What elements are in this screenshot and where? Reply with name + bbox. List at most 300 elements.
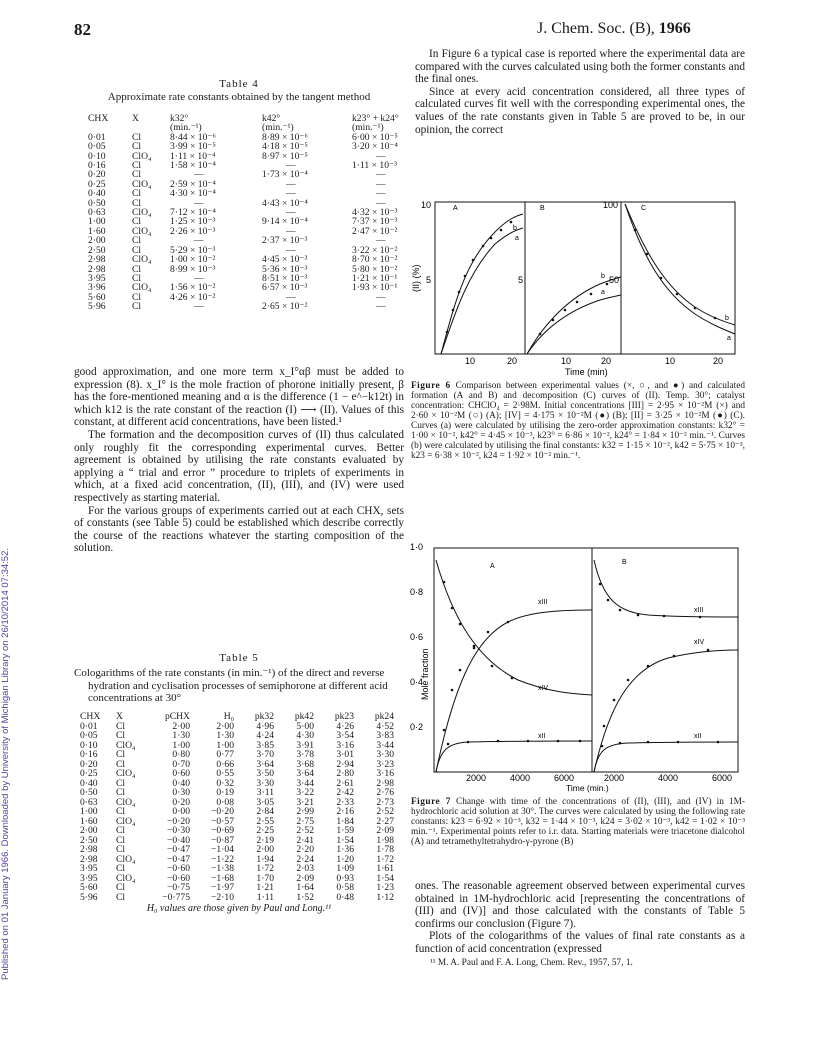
table5-header-1: X: [116, 711, 123, 722]
table5-cell: 1·84: [336, 815, 354, 827]
fig6-c-curve-b: [625, 204, 735, 325]
table5-cell: 1·12: [376, 891, 394, 903]
table4-cell: Cl: [132, 188, 142, 200]
table4-unit-3: (min.⁻¹): [262, 122, 294, 134]
table4-cell: —: [286, 178, 296, 190]
table4-row: [88, 302, 432, 311]
table4-cell: 1·73 × 10⁻⁴: [262, 169, 308, 181]
table5-header-2: pCHX: [164, 711, 190, 722]
fig7-xtick-b-2: 6000: [712, 773, 733, 783]
table4-cell: 1·11 × 10⁻⁴: [170, 150, 216, 162]
table5-cell: ClO₄: [116, 739, 136, 751]
table5-cell: 1·59: [336, 825, 354, 836]
table5-cell: 3·54: [336, 730, 354, 741]
table5-cell: 2·52: [296, 825, 314, 836]
table5-cell: 2·00: [216, 720, 234, 732]
table4-cell: 8·97 × 10⁻⁵: [262, 150, 308, 162]
table4-unit-4: (min.⁻¹): [352, 122, 384, 134]
table5-cell: 2·75: [296, 815, 314, 827]
table5-cell: Cl: [116, 834, 126, 846]
right-paragraph-4: Plots of the cologarithms of the values of final rate constants as a function of acid concentration (expressed: [415, 930, 745, 955]
table4-cell: Cl: [132, 244, 142, 256]
fig7-xlabel: Time (min.): [566, 783, 609, 793]
table5-header-6: pk23: [334, 711, 354, 722]
fig7-panel-a-frame: [434, 548, 592, 772]
table5-cell: −1·38: [211, 863, 234, 874]
fig7-panel-label-b: B: [622, 559, 627, 566]
table4-cell: Cl: [132, 141, 142, 153]
fig6-panel-b-frame: [525, 202, 621, 354]
table4-cell: 0·16: [88, 160, 106, 172]
table5-cell: −0·47: [167, 853, 190, 865]
table5-header-7: pk24: [374, 711, 394, 722]
table4-cell: 1·56 × 10⁻²: [170, 282, 216, 294]
table5-cell: 0·20: [172, 796, 190, 808]
fig7-xtick-b-0: 2000: [604, 773, 625, 783]
table5-cell: 0·30: [172, 787, 190, 798]
fig7-b-label-xiii: xIII: [694, 607, 704, 614]
table4-grid: [88, 114, 432, 312]
table4-cell: 5·60: [88, 291, 106, 303]
table5-cell: 2·76: [376, 787, 394, 798]
table4-cell: Cl: [132, 291, 142, 303]
table5-cell: 3·30: [376, 749, 394, 760]
table5-cell: 0·19: [216, 787, 234, 798]
table5-cell: 2·09: [376, 825, 394, 836]
table5-cell: 3·68: [296, 758, 314, 770]
table4-cell: —: [286, 188, 296, 200]
table4-cell: 0·20: [88, 169, 106, 181]
table5-cell: Cl: [116, 825, 126, 836]
table5-cell: 0·77: [216, 749, 234, 760]
fig7-a-curve-xii: [436, 741, 592, 772]
table5-cell: −0·47: [167, 844, 190, 855]
table5-cell: 5·00: [296, 720, 314, 732]
table5-cell: 3·01: [336, 749, 354, 760]
table5-cell: 2·98: [80, 844, 98, 855]
table5-cell: 2·98: [376, 777, 394, 789]
table5-cell: 4·26: [336, 720, 354, 732]
table4-cell: 4·30 × 10⁻⁴: [170, 188, 216, 200]
table4-unit-2: (min.⁻¹): [170, 122, 202, 134]
fig7-b-curve-xiii: [594, 560, 738, 617]
table5-header-3: H₀: [223, 711, 234, 722]
table4-cell: 1·58 × 10⁻⁴: [170, 160, 216, 172]
fig6-b-label-b: b: [601, 273, 605, 280]
fig6-xtick-a-0: 10: [465, 356, 476, 366]
table4-cell: 4·26 × 10⁻²: [170, 291, 216, 303]
fig6-a-curve-b: [441, 214, 523, 354]
table5-cell: Cl: [116, 806, 126, 817]
table5-cell: Cl: [116, 720, 126, 732]
table5-cell: −1·68: [211, 872, 234, 884]
table5-cell: Cl: [116, 787, 126, 798]
table5-cell: −0·20: [211, 806, 234, 817]
table5-cell: −0·20: [167, 815, 190, 827]
figure6-caption: [411, 381, 745, 461]
table4-cell: 2·98: [88, 263, 106, 275]
table4-cell: 0·01: [88, 131, 106, 143]
table5-cell: 2·03: [296, 863, 314, 874]
table4-cell: 0·50: [88, 197, 106, 209]
table5-cell: ClO₄: [116, 796, 136, 808]
table4-cell: —: [376, 235, 386, 247]
download-notice[interactable]: Published on 01 January 1966. Downloaded by University of Michigan Library on 26/10/2014 07:34:52.: [0, 547, 11, 980]
table4-cell: 2·59 × 10⁻⁴: [170, 178, 216, 190]
table5-cell: Cl: [116, 777, 126, 789]
table4-cell: 1·21 × 10⁻¹: [352, 272, 398, 284]
table4-cell: —: [376, 150, 386, 162]
table5-cell: Cl: [116, 749, 126, 760]
fig6-c-curve-a: [625, 204, 735, 334]
table4-cell: —: [194, 272, 204, 284]
table5-cell: Cl: [116, 758, 126, 770]
journal-name: J. Chem. Soc. (B),: [537, 20, 655, 37]
fig7-b-curve-xii: [594, 742, 738, 772]
table4-cell: 5·96: [88, 301, 106, 313]
table5-cell: 1·72: [256, 863, 274, 874]
table5-cell: 4·52: [376, 720, 394, 732]
table5-cell: −0·40: [167, 834, 190, 846]
table5-cell: 3·78: [296, 749, 314, 760]
table5-cell: 0·80: [172, 749, 190, 760]
table5-cell: 3·85: [256, 739, 274, 751]
table4-label: Table 4: [219, 78, 259, 90]
fig7-xtick-a-2: 6000: [554, 773, 575, 783]
table4-cell: 0·10: [88, 150, 106, 162]
fig7-xtick-a-1: 4000: [510, 773, 531, 783]
table4-cell: Cl: [132, 301, 142, 313]
fig7-ytick-2: 0·6: [410, 632, 424, 642]
table5-cell: 3·44: [376, 739, 394, 751]
table4-cell: Cl: [132, 160, 142, 172]
fig7-a-label-xii: xII: [538, 733, 546, 740]
table5-cell: −0·69: [211, 825, 234, 836]
table4-cell: —: [286, 225, 296, 237]
fig7-a-curve-xiv: [436, 560, 592, 695]
table4-cell: 3·99 × 10⁻⁵: [170, 141, 216, 153]
table5-cell: Cl: [116, 882, 126, 893]
right-paragraph-1: In Figure 6 a typical case is reported where the experimental data are compared with the curves calculated using both the former constants and the final ones.: [415, 48, 745, 86]
table4-cell: 2·98: [88, 254, 106, 266]
page-footnote: ¹¹ M. A. Paul and F. A. Long, Chem. Rev., 1957, 57, 1.: [430, 958, 633, 968]
table4-cell: 2·37 × 10⁻³: [262, 235, 308, 247]
table4: [88, 114, 432, 312]
table5-cell: 3·16: [376, 768, 394, 779]
table5-cell: 1·72: [376, 853, 394, 865]
fig6-xtick-c-0: 10: [665, 356, 676, 366]
table5-cell: 0·25: [80, 768, 98, 779]
table5-cell: Cl: [116, 730, 126, 741]
table5-cell: −0·57: [211, 815, 234, 827]
table5-cell: Cl: [116, 844, 126, 855]
table5-cell: 4·96: [256, 720, 274, 732]
table5-row: [80, 893, 394, 903]
fig7-b-label-xii: xII: [694, 733, 702, 740]
table4-cell: 4·32 × 10⁻³: [352, 207, 398, 219]
table5-cell: 5·60: [80, 882, 98, 893]
right-paragraph-2: Since at every acid concentration considered, all three types of calculated curves fit well with the corresponding experimental ones, the values of the rate constants given in Table 5 are proved to be, in our opinion, the correct: [415, 85, 745, 136]
table4-header-2: k32°: [170, 113, 189, 124]
table4-cell: —: [376, 197, 386, 209]
journal-year: 1966: [658, 20, 691, 37]
table5-cell: ClO₄: [116, 768, 136, 779]
table5-cell: 2·00: [256, 844, 274, 855]
table5-cell: 0·48: [336, 891, 354, 903]
table4-cell: 7·12 × 10⁻⁴: [170, 207, 216, 219]
table5-cell: 0·40: [80, 777, 98, 789]
table4-cell: 1·00: [88, 216, 106, 228]
fig7-xtick-a-0: 2000: [466, 773, 487, 783]
fig7-ytick-0: 1·0: [410, 542, 424, 552]
table4-cell: 1·25 × 10⁻³: [170, 216, 216, 228]
table4-cell: 2·00: [88, 235, 106, 247]
table5-cell: 1·00: [80, 806, 98, 817]
table5-caption: [74, 652, 404, 665]
fig7-a-curve-xiii: [436, 610, 592, 772]
fig6-caption-text: Comparison between experimental values (×, ○, and ●) and calculated formation (A and B) and decomposition (C) curves of (II). Temp. 30°; catalyst concentration: CHClO₄ = 2·98M. Initial concentrations [III] = 2·95 × 10⁻²M (×) and 2·60 × 10⁻²M (○) (A); [IV] = 4·175 × 10⁻²M (●) (B); [II] = 3·25 × 10⁻²M (●) (C). Curves (a) were calculated by utilising the zero-order approximation constants: k32° = 1·00 × 10⁻², k42° = 4·45 × 10⁻³, k23° = 6·86 × 10⁻², k24° = 1·84 × 10⁻² min.⁻¹. Curves (b) were calculated by utilising the final constants: k32 = 1·15 × 10⁻², k42 = 5·75 × 10⁻³, k23 = 6·38 × 10⁻², k24 = 1·92 × 10⁻² min.⁻¹.: [411, 381, 745, 461]
table5-cell: −0·30: [167, 825, 190, 836]
table5: [80, 712, 394, 902]
table5-cell: 2·52: [376, 806, 394, 817]
table5-cell: 1·09: [336, 863, 354, 874]
table4-cell: —: [286, 207, 296, 219]
table5-cell: ClO₄: [116, 872, 136, 884]
table5-cell: 2·16: [336, 806, 354, 817]
table4-cell: 2·26 × 10⁻³: [170, 225, 216, 237]
table5-cell: 4·24: [256, 730, 274, 741]
left-body: [74, 366, 404, 555]
table5-cell: ClO₄: [116, 853, 136, 865]
table5-cell: 2·20: [296, 844, 314, 855]
table5-cell: 2·33: [336, 796, 354, 808]
figure6: [395, 192, 750, 378]
table5-cell: 0·05: [80, 730, 98, 741]
table4-cell: 5·36 × 10⁻³: [262, 263, 308, 275]
fig6-panel-label-b: B: [540, 205, 545, 212]
fig7-points: [443, 581, 720, 748]
table4-cell: 8·89 × 10⁻⁶: [262, 131, 308, 143]
table5-cell: 0·00: [172, 806, 190, 817]
table5-cell: −1·22: [211, 853, 234, 865]
table5-cell: 1·30: [216, 730, 234, 741]
fig6-b-label-a: a: [601, 289, 605, 296]
table5-cell: 1·30: [172, 730, 190, 741]
table5-header-0: CHX: [80, 711, 101, 722]
table4-cell: ClO₄: [132, 282, 152, 294]
right-paragraph-3: ones. The reasonable agreement observed between experimental curves obtained in 1M-hydrochloric acid [representing the concentrations of (III) and (IV)] and those calculated with the constants of Table 5 confirms our conclusion (Figure 7).: [415, 880, 745, 930]
table5-cell: 3·23: [376, 758, 394, 770]
table5-cell: −0·60: [167, 872, 190, 884]
table5-cell: 3·91: [296, 739, 314, 751]
table4-cell: 0·63: [88, 207, 106, 219]
table4-cell: 3·96: [88, 282, 106, 294]
fig6-ytick-left-1: 5: [426, 275, 432, 285]
table4-cell: 1·60: [88, 225, 106, 237]
table4-cell: 4·18 × 10⁻⁵: [262, 141, 308, 153]
table4-cell: 6·00 × 10⁻⁵: [352, 131, 398, 143]
left-paragraph-3: For the various groups of experiments carried out at each CHX, sets of constants (see Table 5) could be established which describe correctly the course of the reactions whatever the starting composition of the solution.: [74, 504, 404, 555]
fig6-ytick-mid-0: 5: [518, 275, 524, 285]
table5-cell: 1·70: [256, 872, 274, 884]
fig7-xtick-b-1: 4000: [658, 773, 679, 783]
table5-cell: 2·99: [296, 806, 314, 817]
table4-cell: 0·05: [88, 141, 106, 153]
table5-cell: 1·36: [336, 844, 354, 855]
table5-cell: 2·61: [336, 777, 354, 789]
fig6-b-curve-b: [527, 277, 621, 354]
table4-cell: ClO₄: [132, 207, 152, 219]
table5-cell: ClO₄: [116, 815, 136, 827]
table5-grid: [80, 712, 394, 902]
table4-cell: —: [376, 291, 386, 303]
table4-cell: 2·50: [88, 244, 106, 256]
table5-cell: 2·42: [336, 787, 354, 798]
fig6-xtick-c-1: 20: [713, 356, 724, 366]
table5-cell: 3·11: [256, 787, 274, 798]
table5-cell: 2·24: [296, 853, 314, 865]
fig7-ylabel: Mole fraction: [420, 648, 430, 700]
table4-cell: 3·95: [88, 272, 106, 284]
table4-header-1: X: [132, 113, 139, 124]
table5-cell: 1·00: [172, 739, 190, 751]
table4-cell: 1·93 × 10⁻¹: [352, 282, 398, 294]
table4-cell: —: [286, 244, 296, 256]
table5-cell: 0·50: [80, 787, 98, 798]
table5-cell: 1·64: [296, 882, 314, 893]
table5-cell: 1·54: [336, 834, 354, 846]
table5-cell: 0·60: [172, 768, 190, 779]
table4-cell: —: [194, 169, 204, 181]
fig6-caption-label: Figure 6: [411, 381, 451, 391]
table5-cell: 5·96: [80, 891, 98, 903]
table4-cell: —: [376, 301, 386, 313]
table5-cell: 2·00: [80, 825, 98, 836]
fig6-a-label-a: a: [515, 235, 519, 242]
table5-cell: 0·63: [80, 796, 98, 808]
table5-cell: 3·21: [296, 796, 314, 808]
table5-cell: −1·04: [211, 844, 234, 855]
table5-cell: 0·32: [216, 777, 234, 789]
table4-cell: —: [286, 160, 296, 172]
fig6-xtick-b-1: 20: [601, 356, 612, 366]
table5-cell: 2·25: [256, 825, 274, 836]
table5-cell: 1·98: [376, 834, 394, 846]
table5-cell: 1·23: [376, 882, 394, 893]
fig6-panel-label-c: C: [641, 205, 647, 212]
fig7-b-curve-xiv: [594, 650, 738, 772]
fig7-panel-label-a: A: [490, 563, 495, 570]
table5-cell: 0·01: [80, 720, 98, 732]
table4-cell: 6·57 × 10⁻³: [262, 282, 308, 294]
table4-header-4: k23° + k24°: [352, 113, 399, 124]
figure7: [408, 540, 748, 800]
table4-cell: 2·65 × 10⁻²: [262, 301, 308, 313]
table5-cell: 1·52: [296, 891, 314, 903]
table4-cell: —: [376, 188, 386, 200]
table4-cell: 0·40: [88, 188, 106, 200]
table5-cell: 0·93: [336, 872, 354, 884]
table4-cell: 4·45 × 10⁻³: [262, 254, 308, 266]
fig6-ytick-left-0: 10: [421, 200, 432, 210]
fig6-ylabel: (II) (%): [411, 264, 421, 292]
table5-cell: 0·58: [336, 882, 354, 893]
table5-cell: Cl: [116, 891, 126, 903]
table5-cell: 0·20: [80, 758, 98, 770]
table4-cell: —: [286, 291, 296, 303]
table5-cell: 0·08: [216, 796, 234, 808]
table4-cell: 8·51 × 10⁻³: [262, 272, 308, 284]
table4-cell: 1·00 × 10⁻²: [170, 254, 216, 266]
table5-cell: 3·95: [80, 872, 98, 884]
fig7-panel-b-frame: [592, 548, 738, 772]
table4-cell: 9·14 × 10⁻⁴: [262, 216, 308, 228]
table4-header-0: CHX: [88, 113, 109, 124]
table5-cell: 2·55: [256, 815, 274, 827]
table4-cell: ClO₄: [132, 178, 152, 190]
table5-cell: 0·10: [80, 739, 98, 751]
fig6-ytick-right-0: 100: [603, 200, 619, 210]
table5-cell: −2·10: [211, 891, 234, 903]
table4-cell: Cl: [132, 131, 142, 143]
figure7-caption: [411, 797, 745, 847]
table5-cell: 0·16: [80, 749, 98, 760]
table5-cell: 4·30: [296, 730, 314, 741]
table5-cell: 3·70: [256, 749, 274, 760]
table5-cell: −0·75: [167, 882, 190, 893]
table4-cell: 5·29 × 10⁻³: [170, 244, 216, 256]
table5-cell: 3·50: [256, 768, 274, 779]
table4-cell: Cl: [132, 197, 142, 209]
table5-cell: 3·05: [256, 796, 274, 808]
fig7-a-label-xiv: xIV: [538, 685, 549, 692]
left-paragraph-2: The formation and the decomposition curves of (II) thus calculated only roughly fit the corresponding experimental curves. Better agreement is obtained by utilising the rate constants evaluated by applying a “ trial and error ” procedure to triplets of experiments in which, at a fixed acid concentration, (II), (III), and (IV) were used respectively as starting material.: [74, 428, 404, 504]
table4-cell: 1·11 × 10⁻³: [352, 160, 397, 172]
table5-cell: 1·21: [256, 882, 274, 893]
table4-cell: —: [376, 178, 386, 190]
table5-cell: 2·73: [376, 796, 394, 808]
fig7-ytick-1: 0·8: [410, 587, 424, 597]
left-paragraph-1: good approximation, and one more term x_I°αβ must be added to expression (8). x_I° is the mole fraction of phorone initially present, β has the fore-mentioned meaning and α is the difference (1 − e^−k12t) in which k12 is the rate constant of the reaction (I) ⟶ (II). Values of this constant, at different acid concentrations, have been listed.¹: [74, 366, 404, 429]
right-body-bottom: [415, 880, 745, 956]
table5-cell: 2·84: [256, 806, 274, 817]
right-body-top: [415, 48, 745, 136]
table5-cell: 2·00: [172, 720, 190, 732]
journal-header: [537, 20, 691, 38]
fig6-xtick-b-0: 10: [561, 356, 572, 366]
table5-cell: 1·11: [256, 891, 274, 903]
table4-cell: 3·20 × 10⁻⁴: [352, 141, 398, 153]
table5-cell: 2·50: [80, 834, 98, 846]
table5-cell: 2·98: [80, 853, 98, 865]
table5-cell: 2·27: [376, 815, 394, 827]
table5-footnote: H₀ values are those given by Paul and Long.¹¹: [146, 903, 332, 914]
fig7-ytick-4: 0·2: [410, 722, 424, 732]
table4-cell: Cl: [132, 169, 142, 181]
table4-cell: —: [376, 169, 386, 181]
table4-cell: 7·37 × 10⁻³: [352, 216, 398, 228]
table4-cell: 8·44 × 10⁻⁶: [170, 131, 216, 143]
table5-cell: 1·61: [376, 863, 394, 874]
table5-cell: 3·30: [256, 777, 274, 789]
table5-cell: −0·775: [162, 891, 190, 903]
table5-cell: 2·80: [336, 768, 354, 779]
table5-cell: −0·87: [211, 834, 234, 846]
table4-header-3: k42°: [262, 113, 281, 124]
table4-cell: 4·43 × 10⁻⁴: [262, 197, 308, 209]
fig6-xtick-a-1: 20: [507, 356, 518, 366]
table5-label: Table 5: [219, 652, 259, 664]
